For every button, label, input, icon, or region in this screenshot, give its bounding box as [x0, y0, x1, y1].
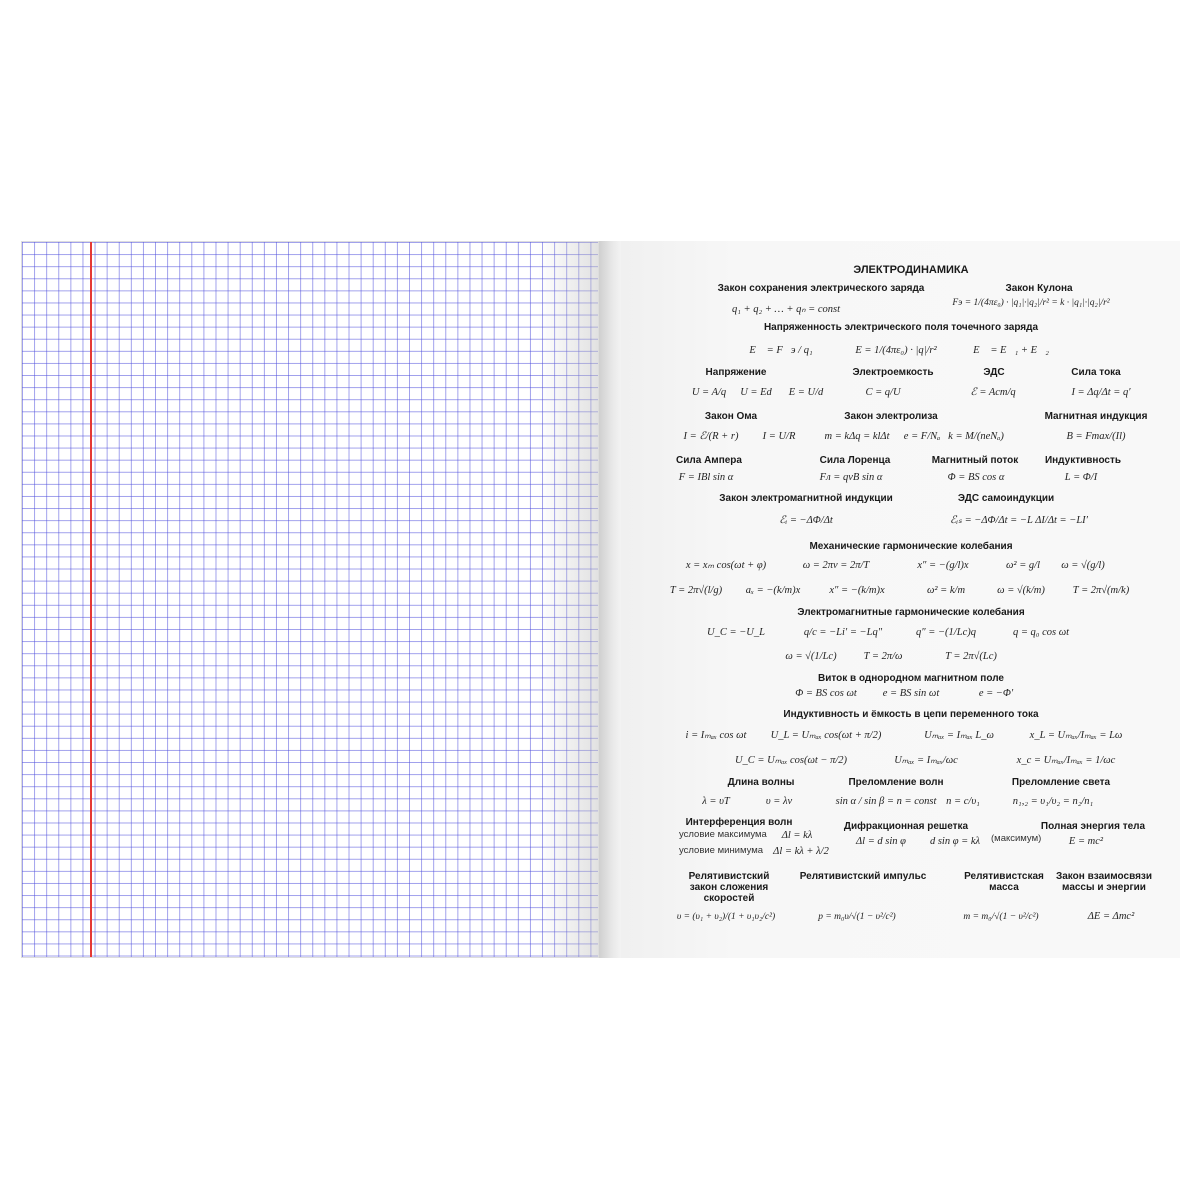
formula-ampere: F = IBl sin α: [678, 472, 734, 483]
formula-mech-8: x″ = −(k/m)x: [829, 585, 885, 596]
heading-mechanical-oscillations: Механические гармонические колебания: [809, 541, 1013, 552]
heading-lorentz: Сила Лоренца: [819, 455, 891, 466]
formula-mech-5: ω = √(g/l): [1061, 560, 1105, 571]
page-shadow: [538, 242, 598, 957]
page-title: ЭЛЕКТРОДИНАМИКА: [853, 264, 969, 276]
formula-coulomb: Fэ = 1/(4πε₀) · |q₁|·|q₂|/r² = k · |q₁|·|q₂|/r²: [952, 298, 1110, 308]
formula-ohm-2: I = U/R: [762, 431, 796, 442]
formula-field-1: E⃗ = F⃗э / q₁: [749, 345, 813, 356]
formula-em-osc-4: q = q₀ cos ωt: [1012, 627, 1070, 638]
formula-flux: Φ = BS cos α: [947, 472, 1005, 483]
formula-ac-6: Uₘₐₓ = Iₘₐₓ/ωc: [894, 755, 958, 766]
formula-refraction-3: n₁,₂ = υ₁/υ₂ = n₂/n₁: [1012, 796, 1094, 807]
heading-refraction-waves: Преломление волн: [848, 777, 944, 788]
heading-magnetic-induction: Магнитная индукция: [1044, 411, 1148, 422]
formula-em-osc-2: q/c = −Li′ = −Lq″: [803, 627, 883, 638]
margin-line: [90, 242, 92, 957]
heading-interference: Интерференция волн: [685, 817, 793, 828]
heading-total-energy: Полная энергия тела: [1040, 821, 1146, 832]
formula-em-induction: ℰᵢ = −ΔΦ/Δt: [779, 515, 833, 526]
formula-electrolysis-3: k = M/(neNₐ): [948, 431, 1004, 442]
formula-rel-mass: m = m₀/√(1 − υ²/c²): [963, 912, 1039, 922]
heading-coulomb: Закон Кулона: [1005, 283, 1073, 294]
formula-mech-2: ω = 2πν = 2π/T: [802, 560, 870, 571]
formula-mech-9: ω² = k/m: [926, 585, 966, 596]
formula-em-osc-5: ω = √(1/Lc): [785, 651, 837, 662]
formula-magnetic-induction: B = Fmax/(Il): [1066, 431, 1126, 442]
formula-em-osc-6: T = 2π/ω: [863, 651, 903, 662]
formula-field-3: E⃗ = E⃗₁ + E⃗₂: [973, 345, 1049, 356]
heading-em-oscillations: Электромагнитные гармонические колебания: [797, 607, 1025, 618]
heading-refraction-light: Преломление света: [1011, 777, 1111, 788]
grid-page: [21, 241, 599, 958]
formula-mech-3: x″ = −(g/l)x: [917, 560, 969, 571]
notebook-spread: [21, 241, 1180, 958]
formula-mech-6: T = 2π√(l/g): [669, 585, 723, 596]
formula-mech-1: x = xₘ cos(ωt + φ): [685, 560, 767, 571]
formula-wave-2: υ = λν: [765, 796, 793, 807]
formula-coil-1: Φ = BS cos ωt: [795, 688, 857, 699]
heading-magnetic-flux: Магнитный поток: [931, 455, 1019, 466]
formula-lorentz: Fл = qvB sin α: [819, 472, 883, 483]
formula-capacitance: C = q/U: [865, 387, 901, 398]
heading-ampere: Сила Ампера: [676, 455, 742, 466]
formula-mech-10: ω = √(k/m): [997, 585, 1045, 596]
formula-refraction-1: sin α / sin β = n = const: [835, 796, 937, 807]
heading-rel-mass: Релятивистская масса: [964, 871, 1044, 893]
formula-voltage-1: U = A/q: [691, 387, 727, 398]
formula-diffraction-1: Δl = d sin φ: [856, 836, 906, 847]
formula-ac-4: x_L = Uₘₐₓ/Iₘₐₓ = Lω: [1029, 730, 1123, 741]
heading-field-strength: Напряженность электрического поля точечного заряда: [763, 322, 1039, 333]
formula-voltage-3: E = U/d: [788, 387, 824, 398]
formula-coil-3: e = −Φ′: [978, 688, 1014, 699]
formula-ac-7: x_c = Uₘₐₓ/Iₘₐₓ = 1/ωc: [1016, 755, 1116, 766]
heading-inductance: Индуктивность: [1044, 455, 1122, 466]
heading-self-induction: ЭДС самоиндукции: [957, 493, 1055, 504]
formula-mech-4: ω² = g/l: [1006, 560, 1040, 571]
formula-current: I = Δq/Δt = q′: [1071, 387, 1131, 398]
heading-ac-circuit: Индуктивность и ёмкость в цепи переменного тока: [783, 709, 1039, 720]
formula-rel-momentum: p = m₀υ/√(1 − υ²/c²): [818, 912, 896, 922]
formula-page: [621, 241, 1180, 958]
formula-field-2: E = 1/(4πε₀) · |q|/r²: [855, 345, 937, 356]
formula-ac-2: U_L = Uₘₐₓ cos(ωt + π/2): [770, 730, 882, 741]
heading-rel-momentum: Релятивистский импульс: [799, 871, 927, 882]
heading-ohm: Закон Ома: [704, 411, 758, 422]
formula-em-osc-7: T = 2π√(Lc): [945, 651, 997, 662]
heading-capacitance: Электроемкость: [852, 367, 934, 378]
heading-rel-velocity: Релятивистский закон сложения скоростей: [688, 871, 770, 904]
formula-ac-1: i = Iₘₐₓ cos ωt: [685, 730, 747, 741]
formula-em-osc-1: U_C = −U_L: [707, 627, 765, 638]
formula-mass-energy: ΔE = Δmc²: [1087, 911, 1135, 922]
formula-electrolysis-2: e = F/Nₐ: [903, 431, 941, 442]
formula-inductance: L = Φ/I: [1064, 472, 1098, 483]
formula-interference-1: Δl = kλ: [781, 830, 813, 841]
formula-mech-11: T = 2π√(m/k): [1072, 585, 1130, 596]
formula-ohm-1: I = ℰ/(R + r): [683, 431, 739, 442]
formula-emf: ℰ = Aст/q: [970, 387, 1016, 398]
heading-coil-field: Виток в однородном магнитном поле: [817, 673, 1005, 684]
formula-rel-velocity: υ = (υ₁ + υ₂)/(1 + υ₁υ₂/c²): [676, 912, 776, 922]
formula-interference-2: Δl = kλ + λ/2: [773, 846, 829, 857]
label-maximum: (максимум): [991, 833, 1042, 844]
label-min-condition: условие минимума: [679, 845, 764, 856]
formula-ac-3: Uₘₐₓ = Iₘₐₓ L_ω: [924, 730, 994, 741]
formula-electrolysis-1: m = kΔq = klΔt: [824, 431, 890, 442]
formula-em-osc-3: q″ = −(1/Lc)q: [916, 627, 976, 638]
heading-electrolysis: Закон электролиза: [844, 411, 938, 422]
notebook-spine: [599, 241, 621, 958]
formula-coil-2: e = BS sin ωt: [882, 688, 940, 699]
formula-voltage-2: U = Ed: [740, 387, 772, 398]
heading-charge-conservation: Закон сохранения электрического заряда: [717, 283, 925, 294]
heading-em-induction: Закон электромагнитной индукции: [719, 493, 893, 504]
formula-ac-5: U_C = Uₘₐₓ cos(ωt − π/2): [734, 755, 848, 766]
heading-voltage: Напряжение: [705, 367, 767, 378]
formula-mech-7: aₓ = −(k/m)x: [745, 585, 801, 596]
heading-wavelength: Длина волны: [727, 777, 795, 788]
formula-diffraction-2: d sin φ = kλ: [929, 836, 981, 847]
heading-mass-energy: Закон взаимосвязи массы и энергии: [1055, 871, 1153, 893]
heading-current: Сила тока: [1071, 367, 1121, 378]
formula-self-induction: ℰᵢₛ = −ΔΦ/Δt = −L ΔI/Δt = −LI′: [950, 515, 1088, 526]
formula-total-energy: E = mc²: [1068, 836, 1104, 847]
heading-diffraction: Дифракционная решетка: [843, 821, 969, 832]
heading-emf: ЭДС: [983, 367, 1005, 378]
formula-wave-1: λ = υT: [702, 796, 730, 807]
label-max-condition: условие максимума: [679, 829, 767, 840]
formula-charge: q₁ + q₂ + … + qₙ = const: [731, 304, 841, 315]
formula-refraction-2: n = c/υ₁: [946, 796, 980, 807]
